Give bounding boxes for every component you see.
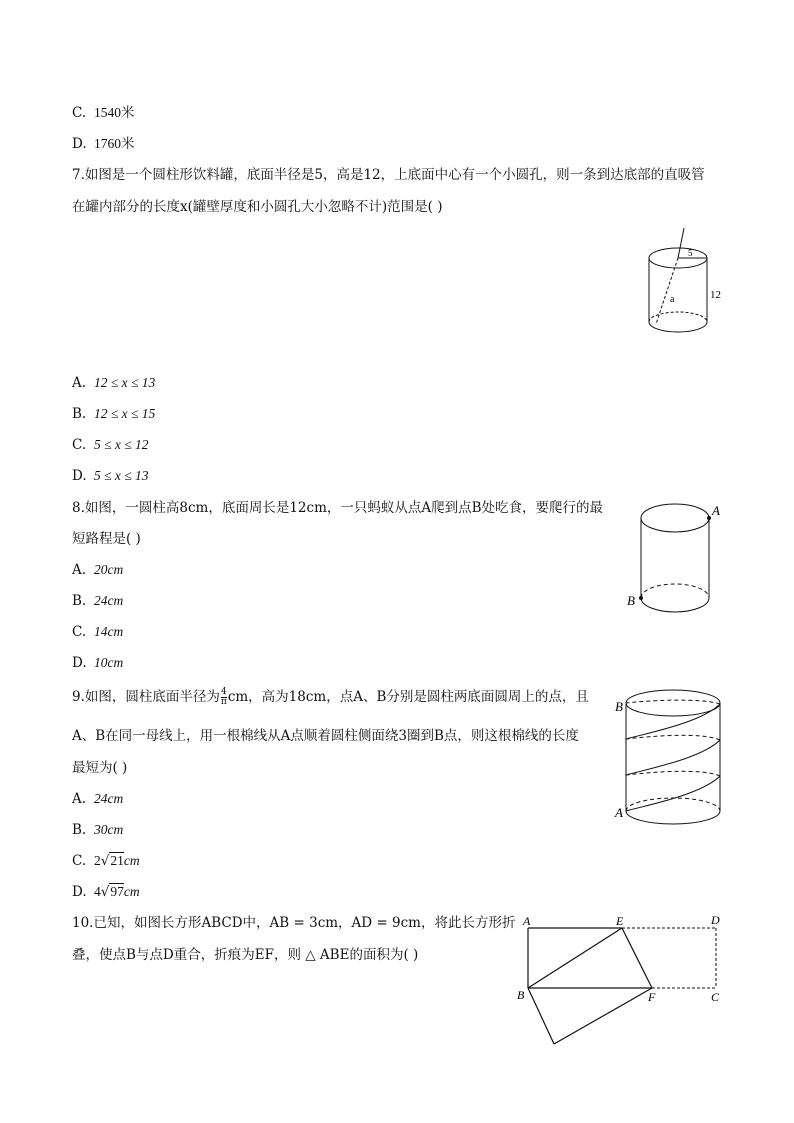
q10-stem-line1: 10.已知，如图长方形ABCD中，AB = 3cm，AD = 9cm，将此长方形折 bbox=[72, 915, 516, 931]
option-letter: A. bbox=[72, 562, 87, 578]
spiral-back-2 bbox=[626, 735, 720, 740]
option-unit: cm bbox=[123, 884, 140, 899]
cylinder-bottom-back bbox=[649, 312, 707, 322]
q9-stem-pre: 9.如图，圆柱底面半径为 bbox=[72, 689, 220, 705]
point-d-label: D bbox=[711, 913, 720, 927]
fraction-denominator: π bbox=[220, 697, 227, 707]
q9-option-d bbox=[72, 883, 140, 901]
folded-edge-1 bbox=[528, 988, 554, 1044]
folded-edge-2 bbox=[554, 988, 652, 1044]
option-radicand: 97 bbox=[110, 884, 124, 899]
point-f-label: F bbox=[648, 990, 656, 1004]
q8-stem-line2: 短路程是( ) bbox=[72, 531, 141, 547]
q10-stem-line2: 叠，使点B与点D重合，折痕为EF，则 △ ABE的面积为( ) bbox=[72, 947, 419, 963]
point-a-label: A bbox=[615, 805, 623, 820]
option-letter: D. bbox=[72, 655, 87, 671]
point-a-label: A bbox=[712, 503, 720, 518]
spiral-back-3 bbox=[626, 700, 720, 704]
option-letter: B. bbox=[72, 593, 87, 609]
point-c-label: C bbox=[711, 990, 720, 1004]
option-value: 10cm bbox=[94, 655, 124, 670]
point-e-label: E bbox=[616, 914, 624, 928]
spiral-front-3 bbox=[626, 704, 720, 739]
q7-option-d bbox=[72, 467, 149, 485]
option-value: 12 ≤ x ≤ 15 bbox=[94, 406, 156, 421]
sqrt-sign: √ bbox=[100, 884, 110, 900]
option-value: 5 ≤ x ≤ 12 bbox=[94, 437, 149, 452]
cylinder-bottom-front bbox=[626, 811, 720, 824]
q8-option-d bbox=[72, 654, 123, 672]
option-letter: C. bbox=[72, 853, 87, 869]
option-letter: B. bbox=[72, 822, 87, 838]
option-letter: A. bbox=[72, 375, 87, 391]
cylinder-top-ellipse bbox=[641, 504, 709, 532]
q7-stem-line1: 7.如图是一个圆柱形饮料罐，底面半径是5，高是12，上底面中心有一个小圆孔，则一条到达底部的直吸管 bbox=[72, 167, 705, 183]
q6-option-c bbox=[72, 104, 135, 122]
option-value: 30cm bbox=[94, 822, 124, 837]
option-letter: B. bbox=[72, 406, 87, 422]
straw-label: a bbox=[670, 294, 675, 305]
option-value: 5 ≤ x ≤ 13 bbox=[94, 468, 149, 483]
option-value: 14cm bbox=[94, 624, 124, 639]
option-letter: D. bbox=[72, 468, 87, 484]
cylinder-bottom-front bbox=[641, 598, 709, 612]
option-letter: D. bbox=[72, 884, 87, 900]
q9-option-b bbox=[72, 821, 123, 839]
radius-label: 5 bbox=[688, 248, 693, 258]
q10-folded-rectangle-figure bbox=[512, 908, 728, 1052]
option-letter: C. bbox=[72, 624, 87, 640]
q9-stem-line1 bbox=[72, 688, 589, 707]
q8-stem-line1: 8.如图，一圆柱高8cm，底面周长是12cm，一只蚂蚁从点A爬到点B处吃食，要爬行的最 bbox=[72, 500, 604, 516]
cylinder-top-ellipse bbox=[626, 690, 720, 716]
straw-outside bbox=[678, 228, 684, 258]
cylinder-bottom-back bbox=[641, 584, 709, 598]
q7-option-c bbox=[72, 436, 149, 454]
q9-stem-post: cm，高为18cm，点A、B分别是圆柱两底面圆周上的点，且 bbox=[227, 689, 589, 705]
q8-option-c bbox=[72, 623, 123, 641]
option-value: 12 ≤ x ≤ 13 bbox=[94, 375, 156, 390]
q7-option-a bbox=[72, 374, 155, 392]
q7-cylinder-figure bbox=[640, 226, 730, 338]
radius-fraction bbox=[221, 688, 227, 707]
q9-spiral-cylinder-figure bbox=[612, 682, 728, 828]
point-b-label: B bbox=[517, 988, 525, 1002]
spiral-back-1 bbox=[626, 771, 720, 776]
q8-option-a bbox=[72, 561, 123, 579]
q8-cylinder-figure bbox=[624, 494, 724, 618]
option-coef: 4 bbox=[94, 884, 101, 899]
option-value: 24cm bbox=[94, 593, 124, 608]
straw-inside bbox=[656, 258, 678, 324]
point-b-label: B bbox=[615, 699, 623, 714]
spiral-front-2 bbox=[626, 740, 720, 775]
q7-option-b bbox=[72, 405, 155, 423]
q9-option-a bbox=[72, 790, 123, 808]
cylinder-bottom-back bbox=[626, 798, 720, 811]
option-letter: C. bbox=[72, 437, 87, 453]
point-b-label: B bbox=[627, 593, 635, 608]
option-coef: 2 bbox=[94, 853, 101, 868]
segment-be bbox=[528, 928, 622, 988]
point-a-dot bbox=[707, 516, 711, 520]
q9-stem-line3: 最短为( ) bbox=[72, 760, 128, 776]
height-label: 12 bbox=[710, 289, 721, 301]
point-a-label: A bbox=[523, 914, 531, 928]
q7-stem-line2: 在罐内部分的长度x(罐壁厚度和小圆孔大小忽略不计)范围是( ) bbox=[72, 199, 443, 215]
option-value: 1760米 bbox=[94, 136, 135, 151]
spiral-front-1 bbox=[626, 776, 720, 811]
cylinder-bottom-front bbox=[649, 322, 707, 332]
q9-option-c bbox=[72, 852, 140, 870]
option-letter: A. bbox=[72, 791, 87, 807]
q9-stem-line2: A、B在同一母线上，用一根棉线从A点顺着圆柱侧面绕3圈到B点，则这根棉线的长度 bbox=[72, 728, 579, 744]
point-b-dot bbox=[639, 596, 643, 600]
fold-line-ef bbox=[622, 928, 652, 988]
option-letter: C. bbox=[72, 105, 87, 121]
sqrt-sign: √ bbox=[100, 853, 110, 869]
option-unit: cm bbox=[123, 853, 140, 868]
option-value: 1540米 bbox=[94, 105, 135, 120]
option-value: 24cm bbox=[94, 791, 124, 806]
option-radicand: 21 bbox=[110, 853, 124, 868]
q6-option-d bbox=[72, 135, 135, 153]
q8-option-b bbox=[72, 592, 123, 610]
option-letter: D. bbox=[72, 136, 87, 152]
option-value: 20cm bbox=[94, 562, 124, 577]
fraction-numerator: 4 bbox=[220, 687, 227, 697]
